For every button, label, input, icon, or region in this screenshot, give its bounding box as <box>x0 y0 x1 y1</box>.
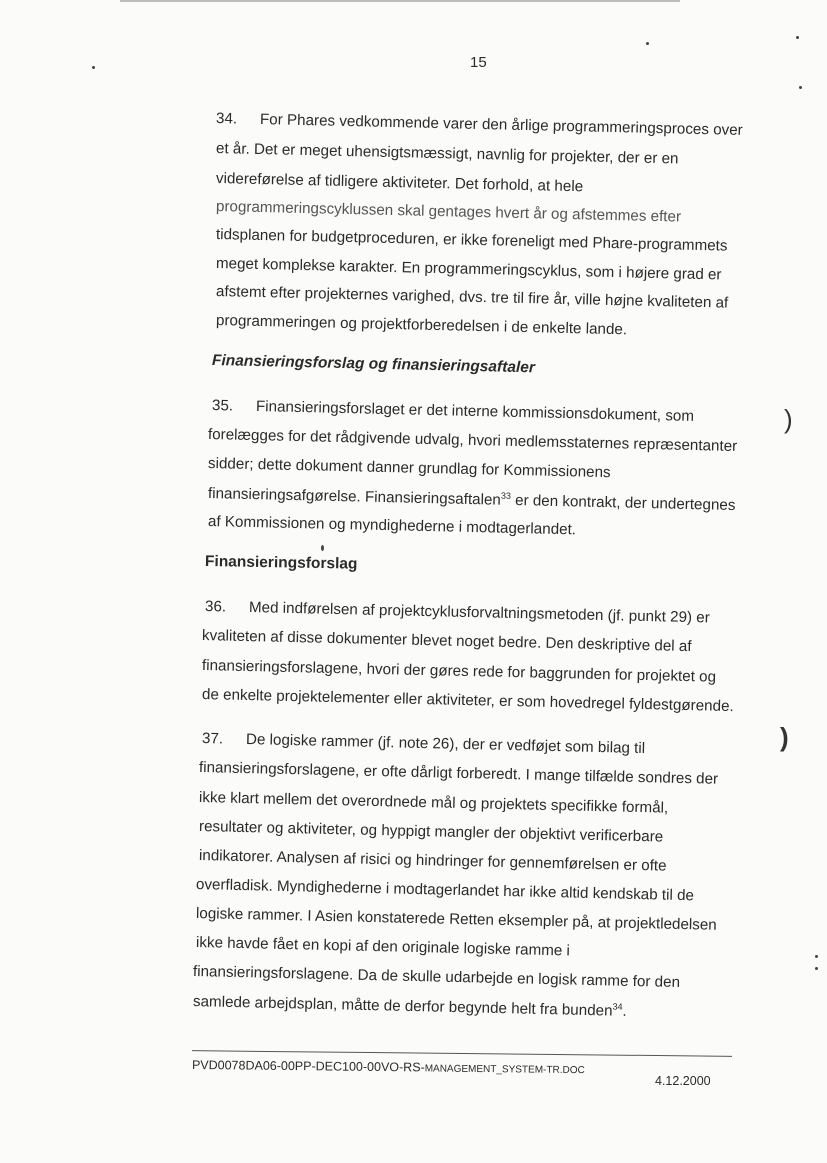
footnote-ref[interactable]: 33 <box>500 490 512 501</box>
subsection-heading: Finansieringsforslag <box>204 553 358 573</box>
margin-bracket-mark: ) <box>784 404 793 434</box>
scan-speck <box>815 955 818 958</box>
paragraph-number: 37. <box>201 730 224 748</box>
section-heading: Finansieringsforslag og finansieringsaftaler <box>211 352 536 377</box>
paragraph-number: 34. <box>215 110 238 128</box>
footnote-ref[interactable]: 34 <box>612 1001 623 1012</box>
margin-bracket-mark: ) <box>780 722 789 752</box>
scan-edge <box>120 0 680 2</box>
footer-file-path: PVD0078DA06-00PP-DEC100-00VO-RS-MANAGEMENT_SYSTEM-TR.DOC <box>191 1058 585 1077</box>
scan-speck <box>92 66 95 69</box>
paragraph-number: 36. <box>204 598 227 616</box>
scan-speck <box>321 545 324 551</box>
scan-speck <box>815 967 818 970</box>
paragraph-number: 35. <box>211 397 234 415</box>
scan-speck <box>796 36 799 39</box>
footer-rule <box>192 1050 732 1057</box>
footer-date: 4.12.2000 <box>655 1074 711 1088</box>
scan-speck <box>646 42 649 45</box>
scan-speck <box>799 86 802 89</box>
page-number: 15 <box>470 54 487 71</box>
